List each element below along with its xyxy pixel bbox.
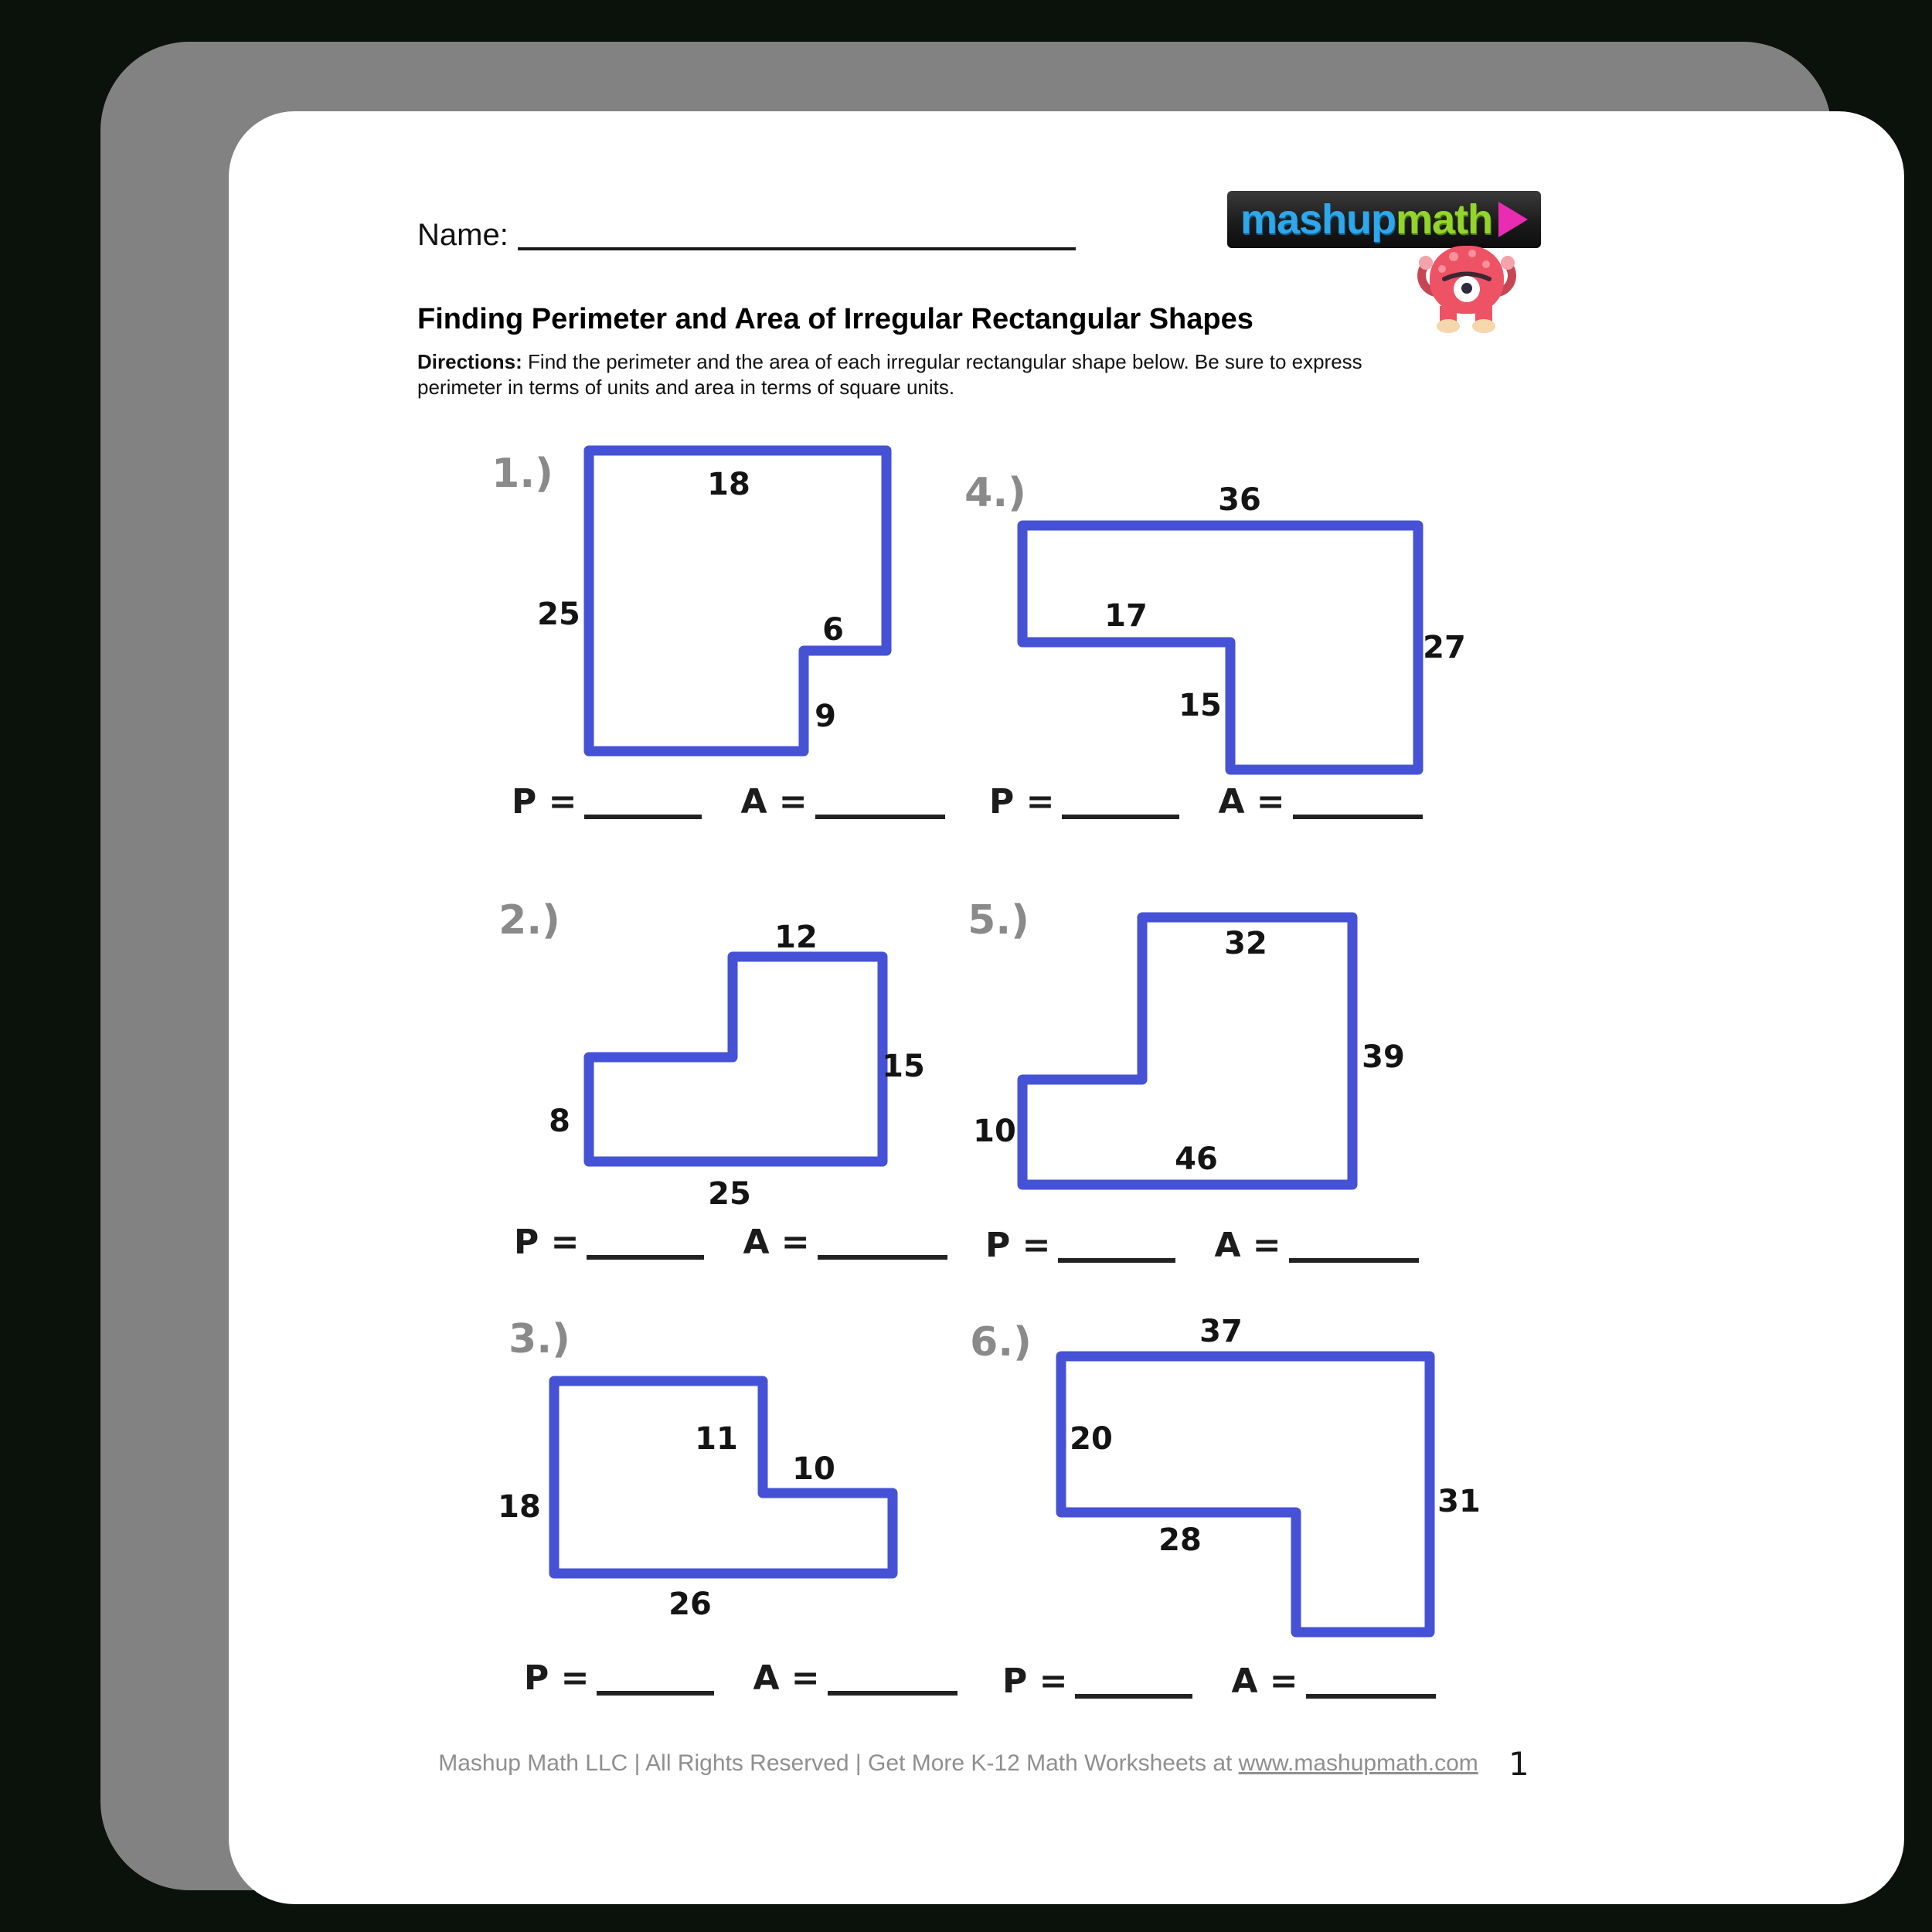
irregular-shape-outline — [1022, 526, 1418, 770]
directions-label: Directions: — [417, 350, 522, 373]
dimension-label: 10 — [792, 1451, 835, 1487]
logo-word-mashup: mashup — [1240, 196, 1396, 243]
answer-row — [512, 782, 953, 821]
area-label: A = — [1218, 782, 1285, 821]
perimeter-answer-blank[interactable] — [584, 785, 702, 819]
directions-text: Directions: Find the perimeter and the area of each irregular rectangular shape below. Be sure to express perimeter in terms of units and area in terms of square units. — [417, 350, 1362, 399]
perimeter-answer-blank[interactable] — [597, 1662, 714, 1696]
dimension-label: 36 — [1218, 482, 1261, 518]
dimension-label: 28 — [1158, 1522, 1202, 1558]
area-answer-blank[interactable] — [828, 1662, 957, 1696]
area-answer-blank[interactable] — [1289, 1229, 1419, 1263]
perimeter-label: P = — [985, 1226, 1051, 1265]
problem-number: 2.) — [498, 897, 560, 944]
problem-number: 3.) — [509, 1316, 570, 1362]
irregular-shape-outline — [1061, 1356, 1430, 1632]
dimension-label: 10 — [973, 1114, 1016, 1149]
dimension-label: 15 — [882, 1049, 925, 1084]
dimension-label: 31 — [1437, 1484, 1481, 1519]
area-answer-blank[interactable] — [1293, 785, 1423, 819]
perimeter-label: P = — [514, 1223, 580, 1262]
dimension-label: 20 — [1070, 1421, 1113, 1457]
problem-number: 5.) — [968, 897, 1029, 944]
area-label: A = — [740, 782, 808, 821]
perimeter-answer-blank[interactable] — [1062, 785, 1179, 819]
problem-number: 6.) — [970, 1319, 1032, 1366]
dimension-label: 26 — [668, 1587, 712, 1622]
problem-number: 1.) — [492, 451, 553, 497]
answer-row — [1002, 1662, 1444, 1701]
irregular-shape-outline — [589, 957, 883, 1162]
dimension-label: 27 — [1423, 630, 1466, 665]
perimeter-answer-blank[interactable] — [587, 1226, 704, 1260]
dimension-label: 17 — [1104, 598, 1148, 634]
answer-row — [514, 1223, 955, 1262]
perimeter-answer-blank[interactable] — [1058, 1229, 1175, 1263]
dimension-label: 46 — [1175, 1141, 1218, 1177]
area-answer-blank[interactable] — [1306, 1665, 1436, 1699]
dimension-label: 9 — [815, 699, 836, 734]
page-number: 1 — [1509, 1745, 1529, 1783]
dimension-label: 8 — [549, 1104, 570, 1139]
worksheet-title: Finding Perimeter and Area of Irregular Rectangular Shapes — [417, 303, 1253, 335]
perimeter-label: P = — [1002, 1662, 1068, 1701]
dimension-label: 37 — [1199, 1314, 1243, 1349]
dimension-label: 25 — [708, 1176, 751, 1212]
answer-row — [524, 1658, 965, 1698]
perimeter-label: P = — [512, 782, 577, 821]
irregular-shape-outline — [554, 1381, 893, 1573]
dimension-label: 25 — [537, 597, 580, 632]
perimeter-label: P = — [524, 1658, 590, 1698]
logo-word-math: math — [1396, 196, 1493, 243]
area-answer-blank[interactable] — [818, 1226, 947, 1260]
dimension-label: 18 — [498, 1489, 541, 1525]
dimension-label: 39 — [1362, 1039, 1405, 1075]
answer-row — [989, 782, 1430, 821]
dimension-label: 32 — [1224, 926, 1267, 961]
area-label: A = — [753, 1658, 820, 1698]
area-answer-blank[interactable] — [815, 785, 945, 819]
dimension-label: 18 — [707, 467, 750, 502]
perimeter-label: P = — [989, 782, 1055, 821]
problem-number: 4.) — [964, 470, 1026, 516]
dimension-label: 6 — [822, 612, 844, 648]
dimension-label: 12 — [774, 920, 818, 955]
area-label: A = — [1214, 1226, 1281, 1265]
footer-text: Mashup Math LLC | All Rights Reserved | Get More K-12 Math Worksheets at www.mashupmath.com — [438, 1750, 1478, 1776]
name-label: Name: — [417, 218, 509, 252]
footer-link[interactable]: www.mashupmath.com — [1238, 1750, 1478, 1776]
dimension-label: 11 — [695, 1421, 738, 1457]
dimension-label: 15 — [1179, 688, 1222, 723]
answer-row — [985, 1226, 1427, 1265]
perimeter-answer-blank[interactable] — [1075, 1665, 1192, 1699]
area-label: A = — [1231, 1662, 1298, 1701]
area-label: A = — [743, 1223, 810, 1262]
